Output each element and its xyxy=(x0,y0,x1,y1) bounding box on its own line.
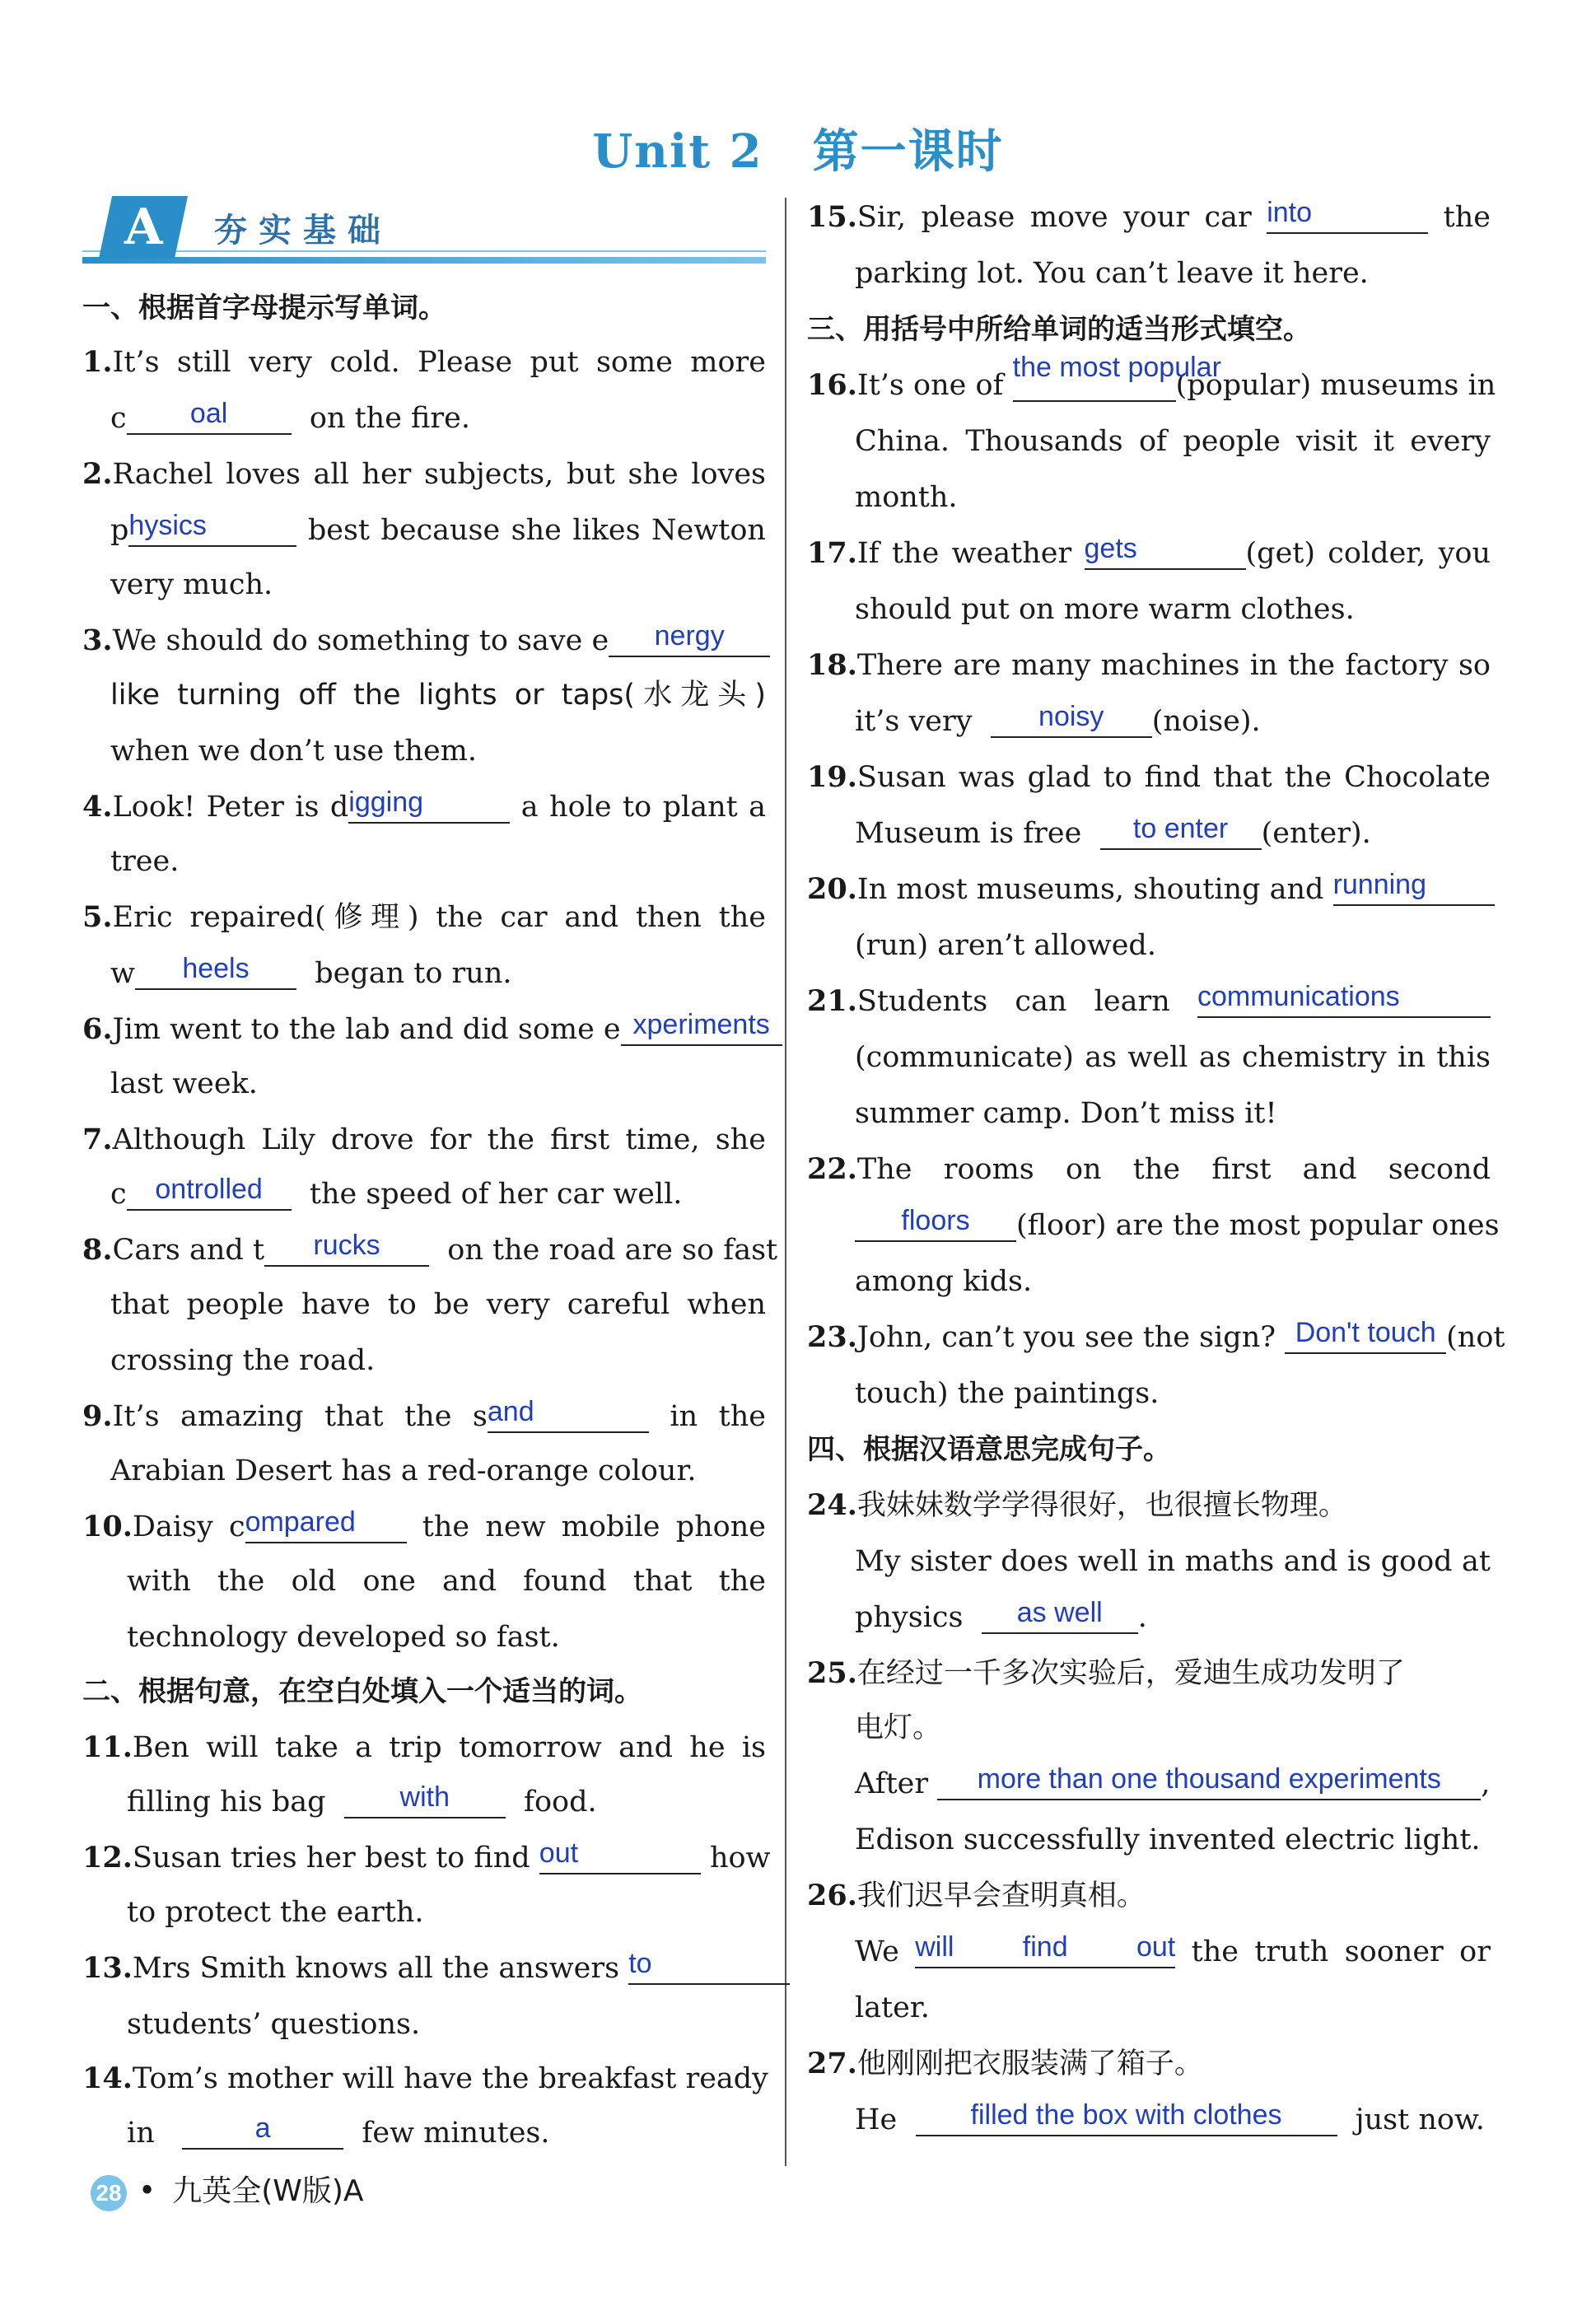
question-12: 12.Susan tries her best to find out how xyxy=(82,1837,771,1874)
question-10: 10.Daisy compared the new mobile phone xyxy=(82,1506,766,1543)
answer-blank[interactable]: ompared xyxy=(245,1509,407,1543)
question-26: 26.我们迟早会查明真相。 xyxy=(807,1879,1146,1912)
page-number: 28 xyxy=(91,2175,127,2211)
page-title xyxy=(0,115,1596,181)
answer-blank[interactable]: Don't touch xyxy=(1285,1319,1446,1354)
question-11: 11.Ben will take a trip tomorrow and he is xyxy=(82,1730,766,1764)
answer-blank[interactable]: ontrolled xyxy=(127,1176,292,1211)
question-5: 5.Eric repaired(修理) the car and then the xyxy=(82,900,766,934)
question-22: 22.The rooms on the first and second xyxy=(807,1152,1491,1186)
answer-blank[interactable]: the most popular xyxy=(1013,367,1176,402)
answer-blank[interactable]: out xyxy=(539,1840,701,1874)
answer-blank[interactable]: xperiments xyxy=(621,1011,782,1046)
question-17: 17.If the weather gets (get) colder, you xyxy=(807,533,1491,570)
question-25: 25.在经过一千多次实验后，爱迪生成功发明了 xyxy=(807,1656,1405,1690)
answer-blank[interactable]: noisy xyxy=(991,703,1152,738)
question-1: 1.It’s still very cold. Please put some more xyxy=(82,345,766,379)
answer-blank[interactable]: heels xyxy=(135,955,296,990)
answer-blank[interactable]: a xyxy=(182,2115,343,2150)
answer-blank[interactable]: gets xyxy=(1085,535,1246,570)
banner-band xyxy=(82,257,766,264)
answer-blank[interactable]: more than one thousand experiments xyxy=(937,1766,1481,1800)
question-24: 24.我妹妹数学学得很好，也很擅长物理。 xyxy=(807,1488,1347,1522)
question-4: 4.Look! Peter is digging a hole to plant a xyxy=(82,787,766,824)
answer-blank[interactable]: igging xyxy=(348,789,510,824)
question-19: 19.Susan was glad to find that the Chocolate xyxy=(807,760,1491,794)
part-heading: 一、根据首字母提示写单词。 xyxy=(82,292,446,324)
answer-blank[interactable]: running xyxy=(1333,871,1495,906)
footer-dot: • xyxy=(138,2174,156,2208)
answer-blank[interactable]: oal xyxy=(127,400,292,435)
section-label: 夯实基础 xyxy=(214,212,392,250)
section-letter-badge: A xyxy=(99,196,188,259)
question-9: 9.It’s amazing that the sand in the xyxy=(82,1396,766,1433)
answer-blank[interactable]: to xyxy=(628,1950,790,1985)
question-23: 23.John, can’t you see the sign? Don't touch (not xyxy=(807,1317,1505,1354)
book-title: 九英全(W版)A xyxy=(172,2174,364,2208)
question-18: 18.There are many machines in the factory so xyxy=(807,648,1491,682)
question-7: 7.Although Lily drove for the first time, she xyxy=(82,1123,766,1156)
answer-blank[interactable]: will find out xyxy=(915,1934,1175,1968)
question-21: 21.Students can learn communications xyxy=(807,983,1491,1020)
answer-blank[interactable]: hysics xyxy=(128,512,296,547)
worksheet-page: Unit 2 第一课时 A 夯实基础 一、根据首字母提示写单词。 1.It’s still very cold. Please put some more c oal on the fire. 2.Rachel loves all her subjects, but she loves physics best because she likes Newton very much. 3.We should do something to save e nergy like turning off the lights or taps(水龙头) when we don’t use them. 4.Look! Peter is digging a hole to plant a tree. 5.Eric repaired(修理) the car and then the w heels began to run. 6.Jim went to the lab and did some e xperiments last week. 7.Although Lily drove for the first time, she c ontrolled the speed of her car well. 8.Cars and t rucks on the road are so fast that people have to be very careful when crossing the road. 9.It’s amazing that the sand in the Arabian Desert has a red-orange colour. 10.Daisy compared the new mobile phone with the old one and found that the technology developed so fast. 二、根据句意，在空白处填入一个适当的词。 11.Ben will take a trip tomorrow and he is filling his bag with food. 12.Susan tries her best to find out how to protect the earth. 13.Mrs Smith knows all the answers to students’ questions. 14.Tom’s mother will have the breakfast ready in a few minutes. 15.Sir, please move your car into the parking lot. You can’t leave it here. 三、用括号中所给单词的适当形式填空。 16.It’s one of the most popular(popular) museums in China. Thousands of people visit it every month. 17.If the weather gets (get) colder, you should put on more warm clothes. 18.There are many machines in the factory so it’s very noisy (noise). 19.Susan was glad to find that the Chocolate Museum is free to enter (enter). 20.In most museums, shouting and running (run) aren’t allowed. 21.Students can learn communications (communicate) as well as chemistry in this summer camp. Don’t miss it! 22.The rooms on the first and second floors (floor) are the most popular ones among kids. 23.John, can’t you see the sign? Don't touch (not touch) the paintings. 四、根据汉语意思完成句子。 24.我妹妹数学学得很好，也很擅长物理。 My sister does well in maths and is good at physics as well . 25.在经过一千多次实验后，爱迪生成功发明了 电灯。 After more than one thousand experiments , Edison successfully invented electric light. 26.我们迟早会查明真相。 We will find out the truth sooner or later. 27.他刚刚把衣服装满了箱子。 He filled the box with clothes just now. 28 • 九英全(W版)A xyxy=(0,0,1596,2311)
answer-blank[interactable]: nergy xyxy=(609,623,770,657)
question-6: 6.Jim went to the lab and did some e xperiments xyxy=(82,1011,766,1048)
question-20: 20.In most museums, shouting and running xyxy=(807,871,1491,908)
question-14: 14.Tom’s mother will have the breakfast ready xyxy=(82,2061,768,2095)
part-heading: 三、用括号中所给单词的适当形式填空。 xyxy=(807,313,1311,346)
banner-rule xyxy=(82,250,766,252)
section-banner xyxy=(82,196,766,264)
answer-blank[interactable]: into xyxy=(1267,199,1428,234)
answer-blank[interactable]: to enter xyxy=(1100,815,1262,850)
answer-blank[interactable]: rucks xyxy=(264,1232,429,1267)
answer-blank[interactable]: communications xyxy=(1197,983,1491,1018)
answer-blank[interactable]: and xyxy=(488,1398,649,1433)
question-13: 13.Mrs Smith knows all the answers to xyxy=(82,1950,766,1987)
question-27: 27.他刚刚把衣服装满了箱子。 xyxy=(807,2047,1203,2080)
question-2: 2.Rachel loves all her subjects, but she loves xyxy=(82,457,766,491)
answer-blank[interactable]: filled the box with clothes xyxy=(916,2102,1337,2136)
part-heading: 四、根据汉语意思完成句子。 xyxy=(807,1433,1171,1466)
answer-blank[interactable]: as well xyxy=(982,1599,1138,1634)
question-15: 15.Sir, please move your car into the xyxy=(807,197,1491,234)
answer-blank[interactable]: floors xyxy=(855,1207,1016,1242)
answer-blank[interactable]: with xyxy=(344,1784,506,1818)
question-8: 8.Cars and t rucks on the road are so fast xyxy=(82,1230,778,1267)
question-16: 16.It’s one of the most popular(popular) museums in xyxy=(807,352,1496,402)
question-3: 3.We should do something to save e nergy xyxy=(82,623,766,659)
unit-label: Unit 2 xyxy=(592,124,763,179)
page-footer xyxy=(91,2168,364,2211)
part-heading: 二、根据句意，在空白处填入一个适当的词。 xyxy=(82,1675,642,1708)
lesson-label: 第一课时 xyxy=(812,125,1004,179)
